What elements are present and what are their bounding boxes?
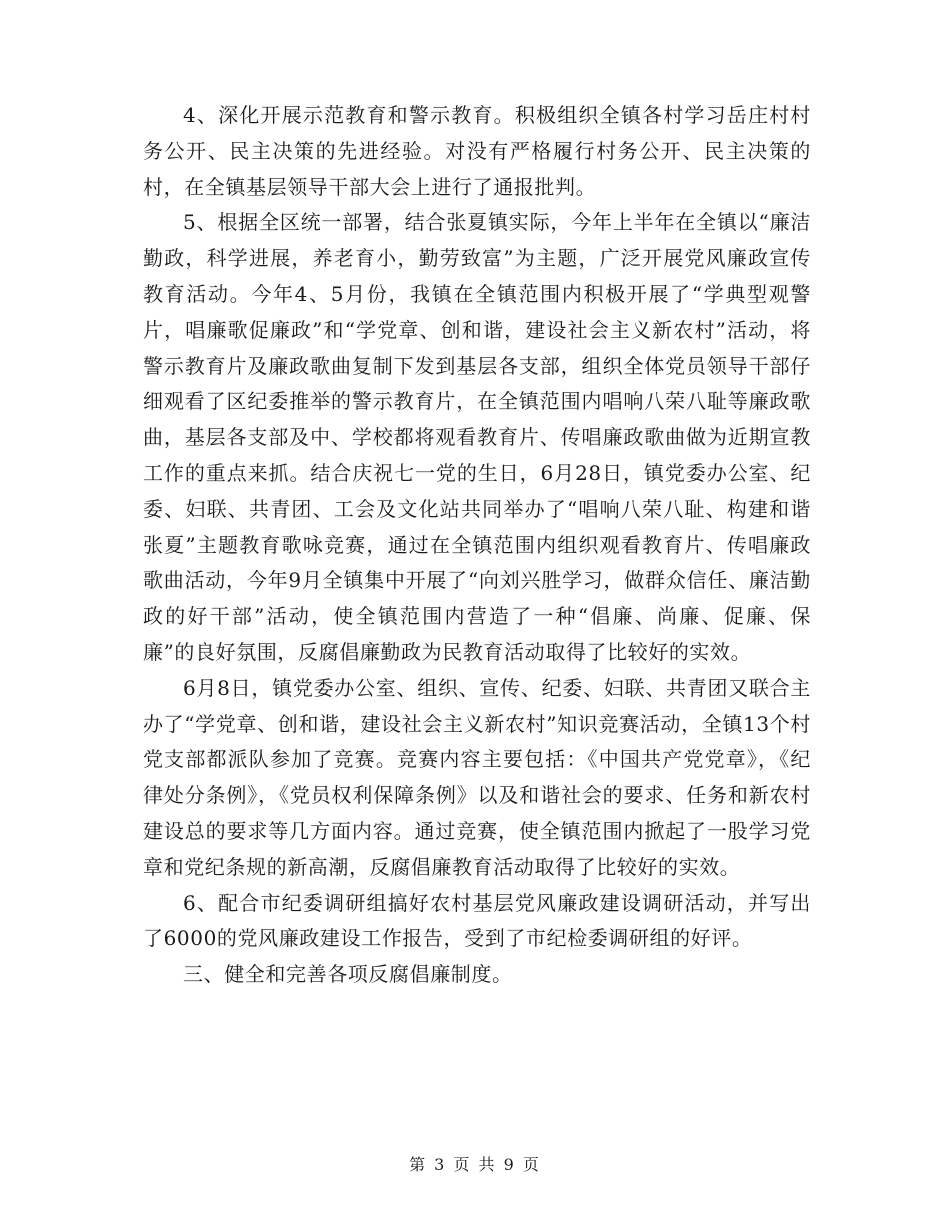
paragraph-demonstration-education: 4、深化开展示范教育和警示教育。积极组织全镇各村学习岳庄村村务公开、民主决策的先进经验。对没有严格履行村务公开、民主决策的村，在全镇基层领导干部大会上进行了通报批判。	[143, 103, 811, 199]
page-number: 第 3 页 共 9 页	[409, 1155, 541, 1174]
paragraph-knowledge-contest: 6月8日，镇党委办公室、组织、宣传、纪委、妇联、共青团又联合主办了“学党章、创和谐，建设社会主义新农村”知识竞赛活动，全镇13个村党支部都派队参加了竞赛。竞赛内容主要包括：《中国共产党党章》，《纪律处分条例》，《党员权利保障条例》以及和谐社会的要求、任务和新农村建设总的要求等几方面内容。通过竞赛，使全镇范围内掀起了一股学习党章和党纪条规的新高潮，反腐倡廉教育活动取得了比较好的实效。	[143, 675, 811, 879]
section-heading-anti-corruption-system: 三、健全和完善各项反腐倡廉制度。	[183, 962, 513, 987]
paragraph-research-report: 6、配合市纪委调研组搞好农村基层党风廉政建设调研活动，并写出了6000的党风廉政建设工作报告，受到了市纪检委调研组的好评。	[143, 890, 811, 951]
paragraph-propaganda-activities: 5、根据全区统一部署，结合张夏镇实际，今年上半年在全镇以“廉洁勤政，科学进展，养老育小，勤劳致富”为主题，广泛开展党风廉政宣传教育活动。今年4、5月份，我镇在全镇范围内积极开展了“学典型观警片，唱廉歌促廉政”和“学党章、创和谐，建设社会主义新农村”活动，将警示教育片及廉政歌曲复制下发到基层各支部，组织全体党员领导干部仔细观看了区纪委推举的警示教育片，在全镇范围内唱响八荣八耻等廉政歌曲，基层各支部及中、学校都将观看教育片、传唱廉政歌曲做为近期宣教工作的重点来抓。结合庆祝七一党的生日，6月28日，镇党委办公室、纪委、妇联、共青团、工会及文化站共同举办了“唱响八荣八耻、构建和谐张夏”主题教育歌咏竞赛，通过在全镇范围内组织观看教育片、传唱廉政歌曲活动，今年9月全镇集中开展了“向刘兴胜学习，做群众信任、廉洁勤政的好干部”活动，使全镇范围内营造了一种“倡廉、尚廉、促廉、保廉”的良好氛围，反腐倡廉勤政为民教育活动取得了比较好的实效。	[143, 210, 811, 664]
document-body	[143, 98, 811, 993]
page-footer	[0, 1152, 950, 1175]
